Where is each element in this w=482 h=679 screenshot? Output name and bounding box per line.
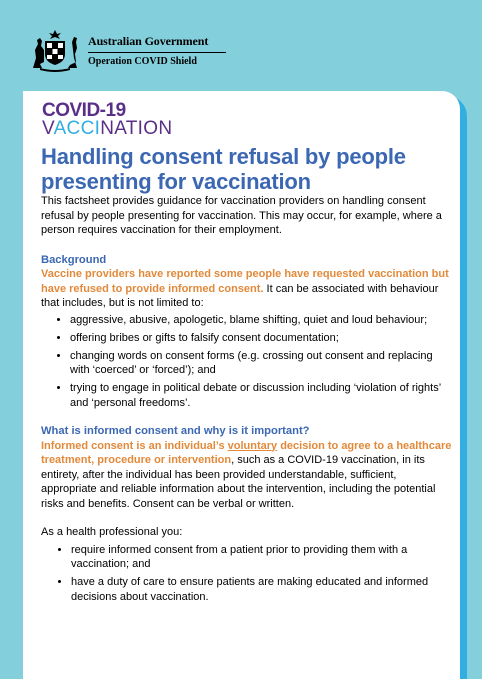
informed-highlight-underline: voluntary [227, 439, 278, 452]
behaviour-list [41, 313, 452, 411]
logo-covid: COVID-19 [42, 100, 126, 121]
list-item: • have a duty of care to ensure patients are making educated and informed decisions about vaccination. [71, 575, 452, 604]
background-paragraph [41, 267, 452, 311]
logo-v: V [42, 118, 54, 139]
factsheet-body [41, 194, 452, 608]
covid-vaccination-logo [42, 100, 192, 140]
informed-consent-heading: What is informed consent and why is it important? [41, 425, 310, 437]
informed-highlight-a: Informed consent is an individual’s [41, 439, 228, 452]
duties-list [41, 543, 452, 605]
list-item: • trying to engage in political debate or discussion including ‘violation of rights’ and ‘personal freedoms’. [70, 381, 452, 410]
background-heading: Background [41, 253, 107, 266]
background-text: It can be associated with behaviour that includes, but is not limited to: [41, 282, 439, 309]
program-name: Operation COVID Shield [88, 56, 197, 67]
logo-vaccination [42, 118, 172, 140]
list-item: • changing words on consent forms (e.g. crossing out consent and replacing with ‘coerced’ or ‘forced’); and [70, 349, 452, 378]
gov-name: Australian Government [88, 34, 209, 48]
health-professional-intro: As a health professional you: [41, 526, 183, 538]
coat-of-arms-icon [30, 28, 80, 72]
informed-consent-paragraph [41, 439, 452, 512]
logo-nation: NATION [100, 118, 173, 139]
list-item: • require informed consent from a patient prior to providing them with a vaccination; and [71, 543, 452, 572]
list-item: • aggressive, abusive, apologetic, blame shifting, quiet and loud behaviour; [70, 313, 452, 328]
page-title: Handling consent refusal by people presenting for vaccination [41, 144, 406, 194]
intro-paragraph: This factsheet provides guidance for vaccination providers on handling consent refusal by people presenting for vaccination. This may occur, for example, where a person requires vaccination for their employment. [41, 195, 442, 236]
informed-highlight-b: decision to agree to a healthcare treatment, procedure or intervention [41, 439, 452, 466]
gov-header [30, 28, 330, 78]
logo-acci: ACCI [53, 118, 101, 139]
gov-wordmark [88, 34, 226, 67]
background-highlight: Vaccine providers have reported some people have requested vaccination but have refused to provide informed consent. [41, 268, 449, 295]
gov-divider [88, 52, 226, 53]
list-item: • offering bribes or gifts to falsify consent documentation; [70, 331, 452, 346]
informed-text: , such as a COVID-19 vaccination, in its entirety, after the individual has been provided understandable, sufficient, appropriate and reliable information about the intervention, including the potential risks and benefits. Consent can be verbal or written. [41, 454, 436, 510]
